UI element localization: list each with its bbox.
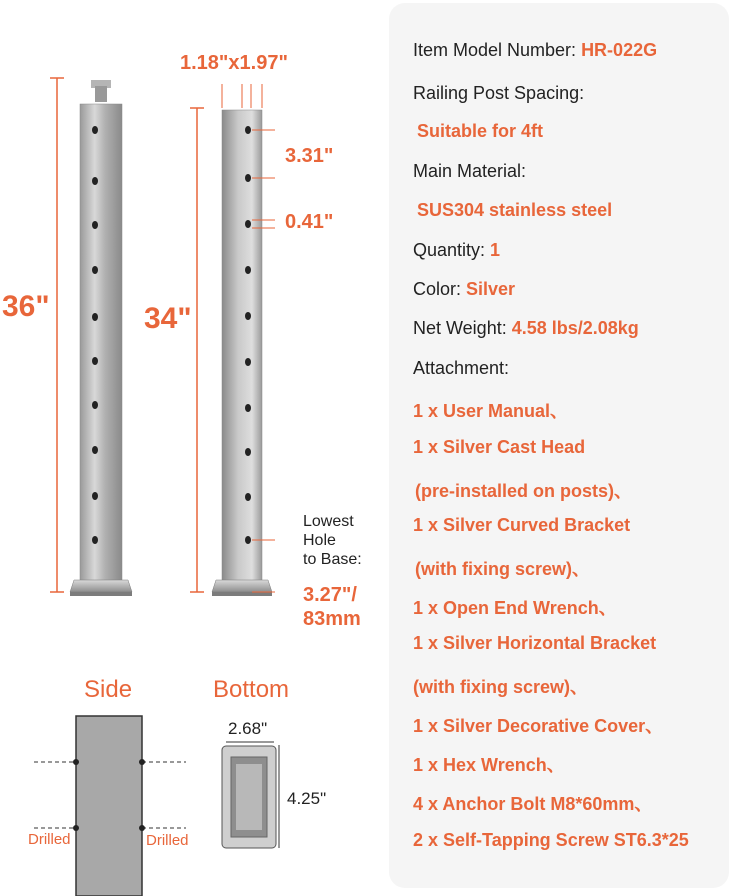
quantity-line (413, 240, 500, 261)
material-value: SUS304 stainless steel (417, 200, 613, 220)
attachment-item: 1 x Silver Cast Head (413, 437, 586, 457)
model-value: HR-022G (581, 40, 658, 60)
base-width-label: 2.68" (228, 719, 268, 738)
attachment-item: (with fixing screw)、 (415, 559, 591, 579)
spacing-value: Suitable for 4ft (417, 121, 544, 141)
model-label: Item Model Number: (413, 40, 582, 60)
weight-value: 4.58 lbs/2.08kg (511, 318, 639, 338)
color-value: Silver (466, 279, 516, 299)
side-view (34, 716, 186, 896)
post-height-label: 34" (144, 302, 192, 335)
weight-label: Net Weight: (413, 318, 512, 338)
side-title: Side (84, 676, 133, 703)
attachment-item: (with fixing screw)、 (413, 677, 589, 697)
lowest-hole-caption: Lowest Hole to Base: (303, 513, 362, 568)
hole-spacing-label: 3.31" (285, 145, 334, 167)
attachment-item: 1 x User Manual、 (413, 401, 569, 421)
attachment-item: 1 x Silver Decorative Cover、 (413, 716, 664, 736)
attachment-item: 1 x Open End Wrench、 (413, 598, 617, 618)
drilled-right-label: Drilled (146, 832, 189, 849)
color-line (413, 279, 515, 300)
attachment-item: 2 x Self-Tapping Screw ST6.3*25 (413, 830, 689, 850)
spacing-label: Railing Post Spacing: (413, 83, 585, 103)
bottom-view (222, 742, 279, 848)
quantity-label: Quantity: (413, 240, 491, 260)
total-height-line (50, 78, 64, 592)
cross-section-label: 1.18"x1.97" (180, 52, 288, 74)
drilled-left-label: Drilled (28, 831, 71, 848)
quantity-value: 1 (490, 240, 501, 260)
model-line (413, 40, 657, 61)
attachment-item: 1 x Silver Curved Bracket (413, 515, 631, 535)
hole-diameter-label: 0.41" (285, 211, 334, 233)
color-label: Color: (413, 279, 467, 299)
attachment-item: 4 x Anchor Bolt M8*60mm、 (413, 794, 653, 814)
attachment-label: Attachment: (413, 358, 510, 378)
material-label: Main Material: (413, 161, 527, 181)
attachment-item: 1 x Silver Horizontal Bracket (413, 633, 657, 653)
cross-section-ticks (222, 84, 262, 108)
attachment-item: 1 x Hex Wrench、 (413, 755, 565, 775)
post-height-line (190, 108, 204, 592)
base-length-label: 4.25" (287, 789, 327, 808)
total-height-label: 36" (2, 290, 50, 323)
attachment-item: (pre-installed on posts)、 (415, 481, 633, 501)
post-right (212, 110, 272, 596)
weight-line (413, 318, 639, 339)
lowest-hole-value: 3.27"/ 83mm (303, 584, 361, 630)
post-left (70, 80, 132, 596)
bottom-title: Bottom (213, 676, 290, 703)
